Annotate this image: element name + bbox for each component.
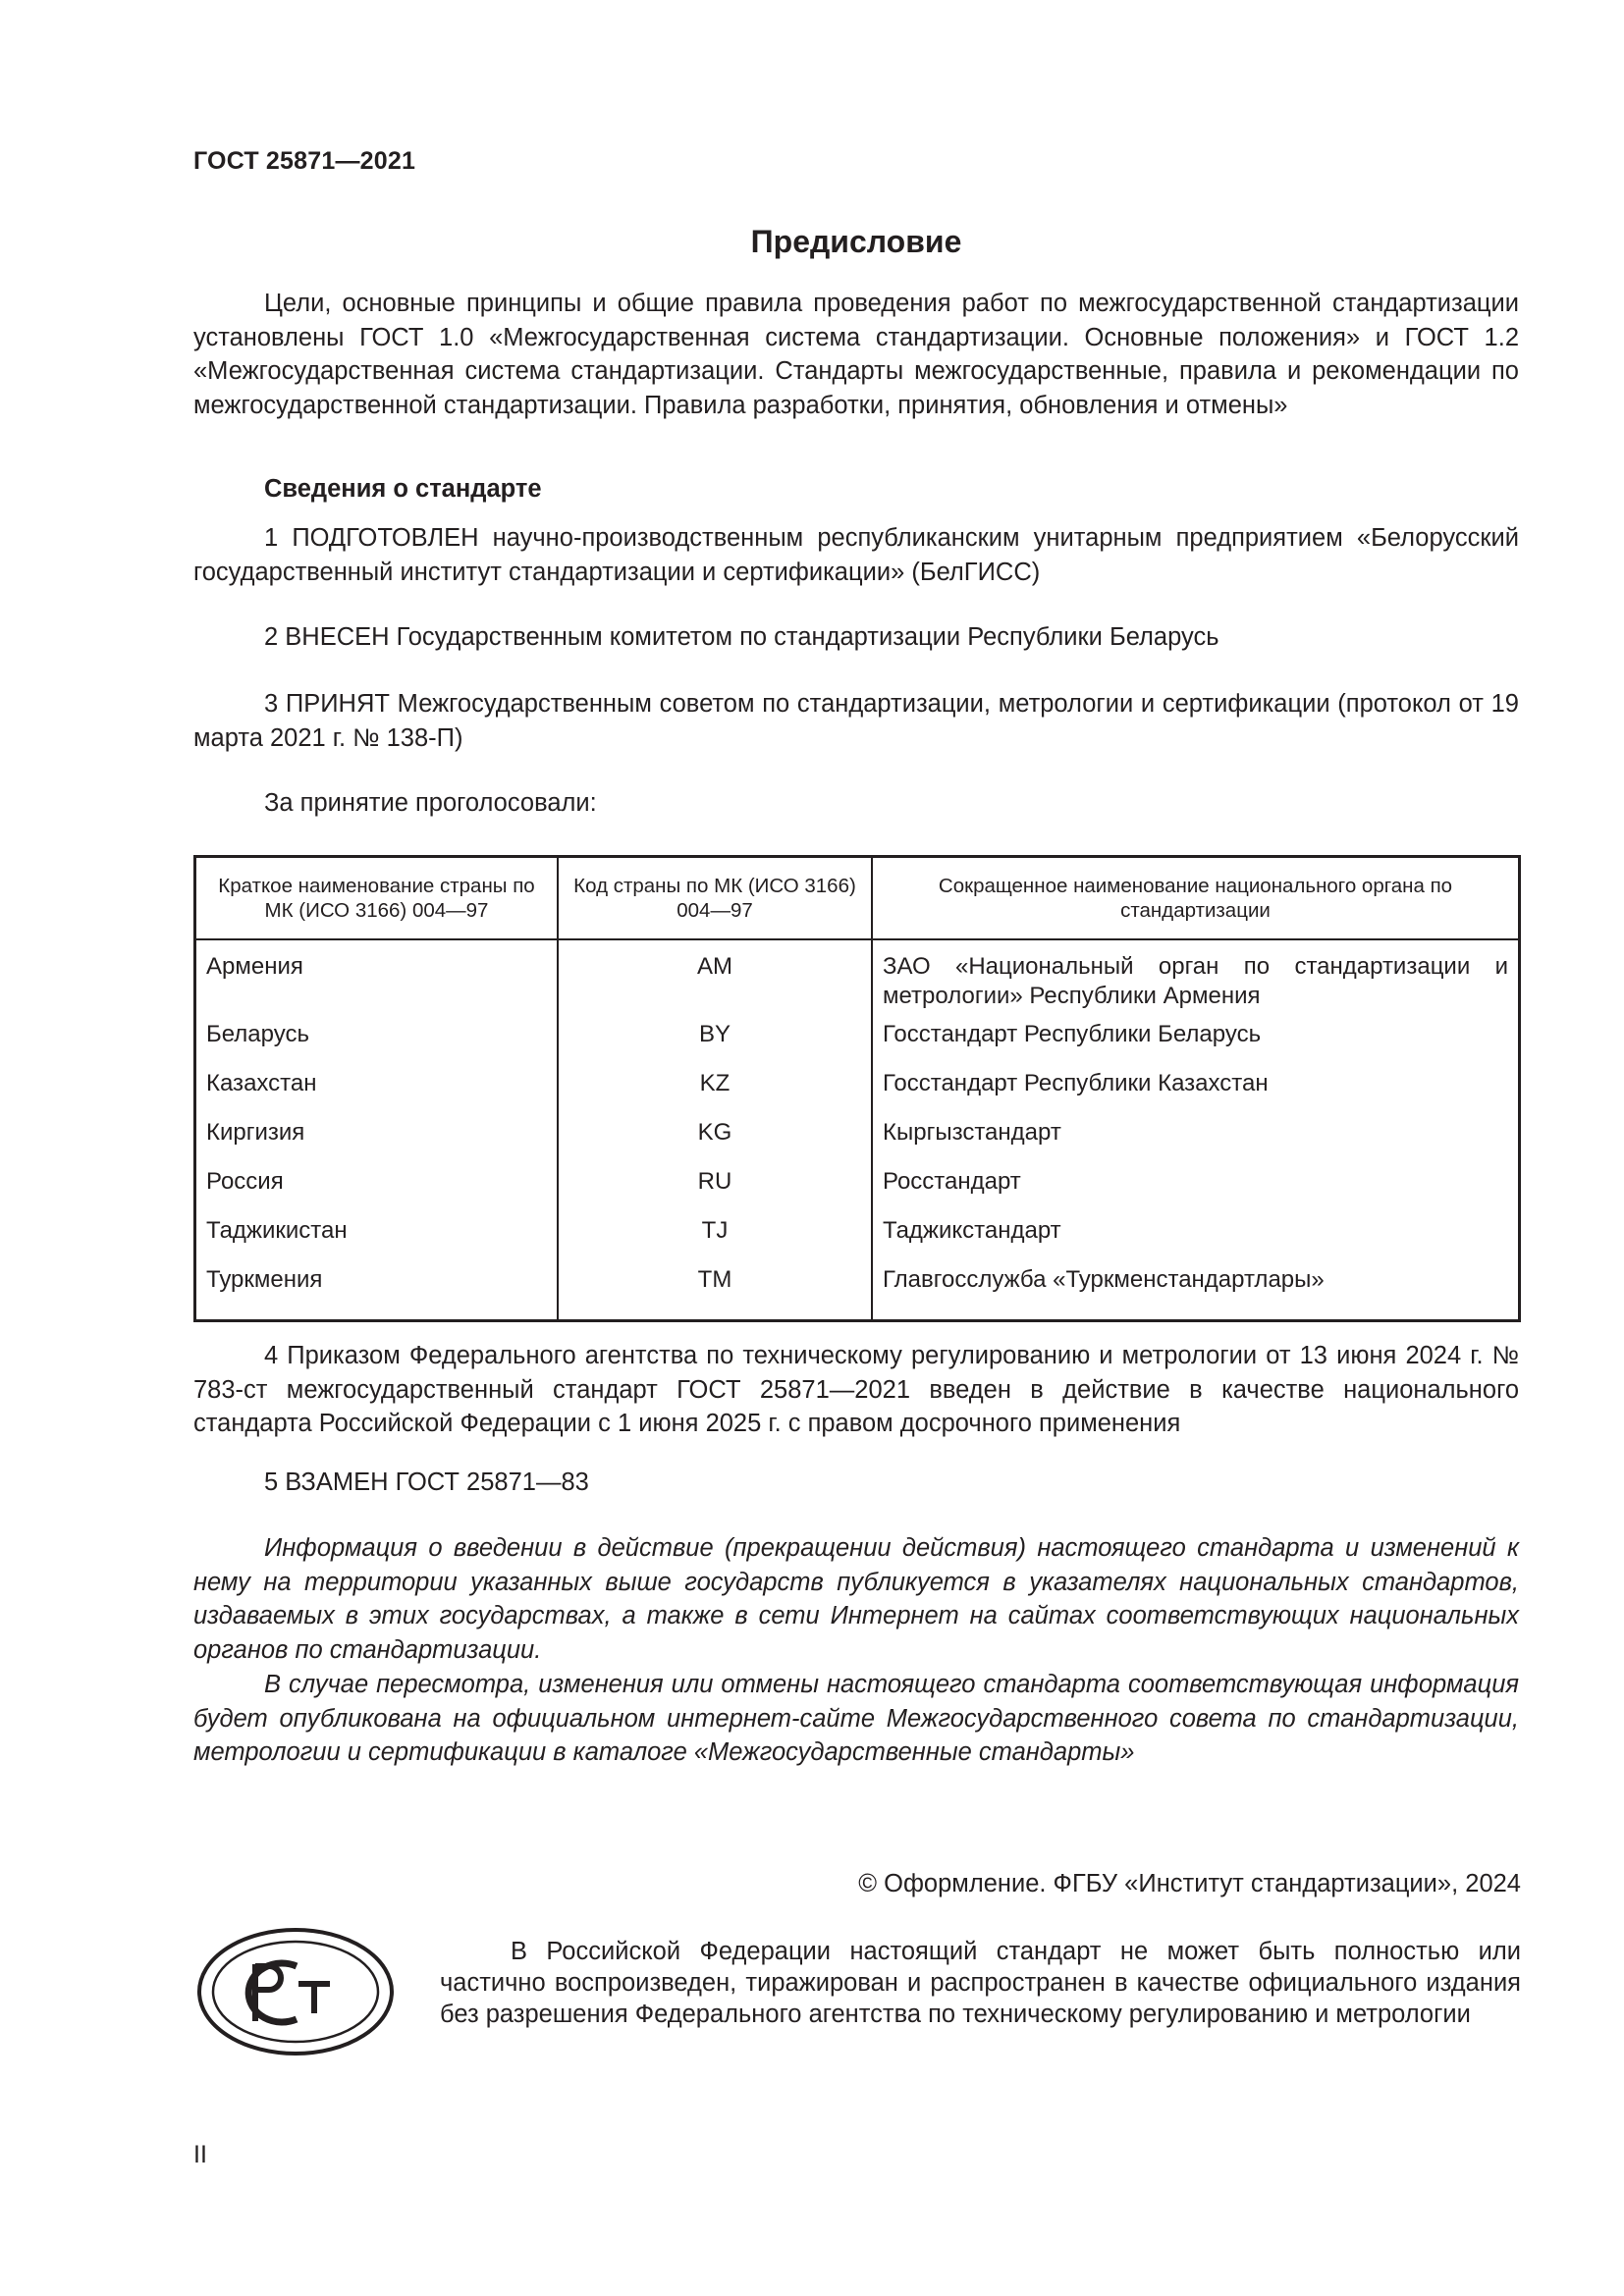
country-cell: Беларусь <box>195 1015 559 1064</box>
adopted-paragraph: 3 ПРИНЯТ Межгосударственным советом по стандартизации, метрологии и сертификации (протокол от 19 марта 2021 г. № 138-П) <box>193 690 1519 752</box>
code-cell: BY <box>558 1015 872 1064</box>
table-header-row <box>195 857 1520 940</box>
organ-cell: Росстандарт <box>872 1162 1520 1211</box>
code-cell: KG <box>558 1113 872 1162</box>
country-cell: Россия <box>195 1162 559 1211</box>
reproduction-notice: В Российской Федерации настоящий стандарт не может быть полностью или частично воспроизведен, тиражирован и распространен в качестве официального издания без разрешения Федерального агентства по техническому регулированию и метрологии <box>440 1938 1521 2028</box>
code-cell: TM <box>558 1260 872 1321</box>
country-cell: Туркмения <box>195 1260 559 1321</box>
country-cell: Казахстан <box>195 1064 559 1113</box>
info-paragraph-1: Информация о введении в действие (прекращении действия) настоящего стандарта и изменений к нему на территории указанных выше государств публикуется в указателях национальных стандартов, издаваемых в этих государствах, а также в сети Интернет на сайтах соответствующих национальных органов по стандартизации. <box>193 1534 1519 1664</box>
code-cell: AM <box>558 939 872 1015</box>
intro-paragraph: Цели, основные принципы и общие правила проведения работ по межгосударственной стандартизации установлены ГОСТ 1.0 «Межгосударственная система стандартизации. Основные положения» и ГОСТ 1.2 «Межгосударственная система стандартизации. Стандарты межгосударственные, правила и рекомендации по межгосударственной стандартизации. Правила разработки, принятия, обновления и отмены» <box>193 290 1519 419</box>
voting-countries-table <box>193 855 1521 1322</box>
code-cell: RU <box>558 1162 872 1211</box>
organ-cell: Госстандарт Республики Казахстан <box>872 1064 1520 1113</box>
column-header-code: Код страны по МК (ИСО 3166) 004—97 <box>558 857 872 940</box>
table-row <box>195 1064 1520 1113</box>
submitted-paragraph: 2 ВНЕСЕН Государственным комитетом по стандартизации Республики Беларусь <box>264 623 1219 651</box>
organ-cell: Госстандарт Республики Беларусь <box>872 1015 1520 1064</box>
table-row <box>195 1015 1520 1064</box>
country-cell: Армения <box>195 939 559 1015</box>
info-paragraph-2: В случае пересмотра, изменения или отмены настоящего стандарта соответствующая информация будет опубликована на официальном интернет-сайте Межгосударственного совета по стандартизации, метрологии и сертификации в каталоге «Межгосударственные стандарты» <box>193 1671 1519 1766</box>
column-header-organ: Сокращенное наименование национального органа по стандартизации <box>872 857 1520 940</box>
country-cell: Киргизия <box>195 1113 559 1162</box>
page-title: Предисловие <box>750 224 962 259</box>
prepared-paragraph: 1 ПОДГОТОВЛЕН научно-производственным республиканским унитарным предприятием «Белорусский государственный институт стандартизации и сертификации» (БелГИСС) <box>193 524 1519 586</box>
column-header-country: Краткое наименование страны по МК (ИСО 3166) 004—97 <box>195 857 559 940</box>
page-number: II <box>193 2141 207 2168</box>
organ-cell: Главгосслужба «Туркменстандартлары» <box>872 1260 1520 1321</box>
code-cell: KZ <box>558 1064 872 1113</box>
document-code: ГОСТ 25871—2021 <box>193 147 416 175</box>
organ-cell: Кыргызстандарт <box>872 1113 1520 1162</box>
table-row <box>195 1211 1520 1260</box>
table-row <box>195 1162 1520 1211</box>
organ-cell: ЗАО «Национальный орган по стандартизации и метрологии» Республики Армения <box>872 939 1520 1015</box>
code-cell: TJ <box>558 1211 872 1260</box>
voted-paragraph: За принятие проголосовали: <box>264 789 597 817</box>
copyright-line: © Оформление. ФГБУ «Институт стандартизации», 2024 <box>858 1870 1521 1897</box>
standard-info-heading: Сведения о стандарте <box>264 475 542 503</box>
replaces-paragraph: 5 ВЗАМЕН ГОСТ 25871—83 <box>264 1468 589 1496</box>
rst-certification-mark-icon <box>196 1927 395 2056</box>
organ-cell: Таджикстандарт <box>872 1211 1520 1260</box>
table-row <box>195 1113 1520 1162</box>
country-cell: Таджикистан <box>195 1211 559 1260</box>
table-row <box>195 1260 1520 1321</box>
table-row <box>195 939 1520 1015</box>
order-paragraph: 4 Приказом Федерального агентства по техническому регулированию и метрологии от 13 июня 2024 г. № 783-ст межгосударственный стандарт ГОСТ 25871—2021 введен в действие в качестве национального стандарта Российской Федерации с 1 июня 2025 г. с правом досрочного применения <box>193 1342 1519 1437</box>
